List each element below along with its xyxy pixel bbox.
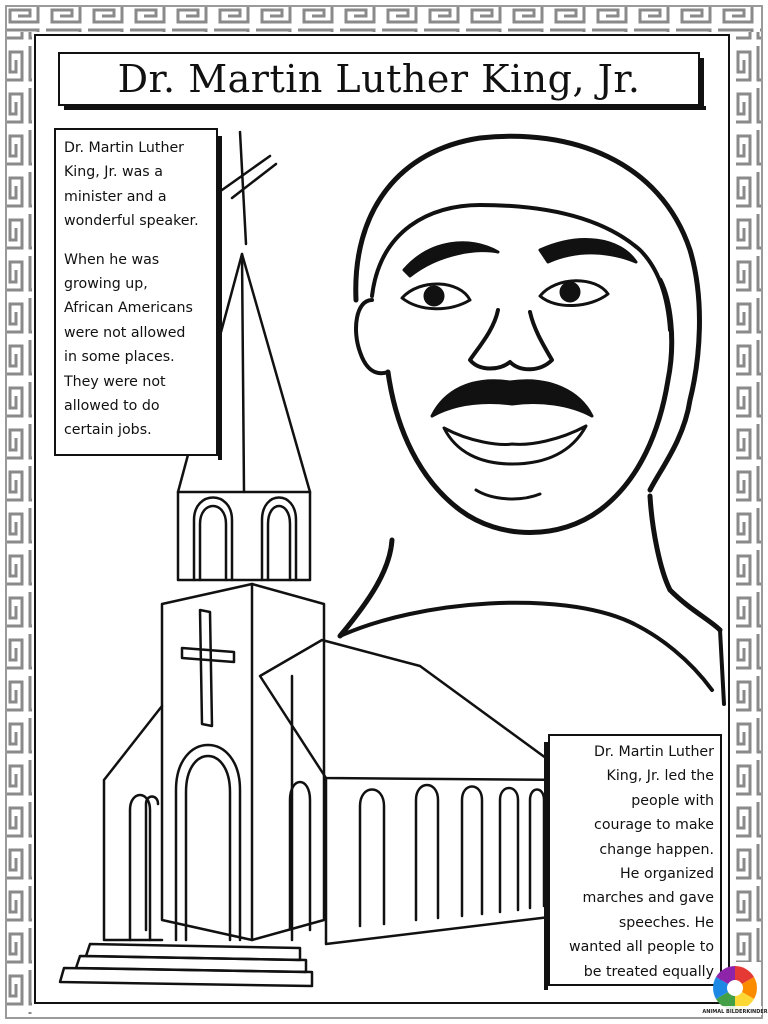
closing-line: speeches. He <box>618 914 714 931</box>
closing-line: people with <box>631 792 714 809</box>
intro-line: When he was <box>64 251 160 268</box>
closing-line: wanted all people to <box>568 939 714 956</box>
page-title: Dr. Martin Luther King, Jr. <box>117 57 641 101</box>
closing-line: He organized <box>620 866 714 883</box>
svg-text:ANIMAL BILDERKINDER: ANIMAL BILDERKINDER <box>702 1009 768 1015</box>
intro-line: They were not <box>64 373 166 390</box>
closing-line: courage to make <box>594 817 714 834</box>
intro-line: were not allowed <box>64 324 186 341</box>
intro-line: Dr. Martin Luther <box>64 140 185 156</box>
portrait-illustration <box>340 136 724 704</box>
intro-line: in some places. <box>64 349 175 366</box>
intro-line: certain jobs. <box>64 422 152 439</box>
intro-line: African Americans <box>64 300 193 317</box>
intro-line: King, Jr. was a <box>64 164 163 181</box>
intro-line: minister and a <box>64 188 167 205</box>
intro-line: wonderful speaker. <box>64 213 199 230</box>
closing-line: King, Jr. led the <box>606 768 714 785</box>
closing-text-box <box>548 734 722 986</box>
closing-line: Dr. Martin Luther <box>593 744 714 760</box>
title-banner <box>58 52 700 106</box>
intro-line: allowed to do <box>64 398 160 415</box>
closing-line: be treated equally <box>583 963 714 980</box>
closing-line: marches and gave <box>582 890 714 907</box>
watermark-logo-icon <box>702 962 768 1020</box>
intro-text-box <box>54 128 218 456</box>
closing-line: change happen. <box>599 841 714 858</box>
intro-line: growing up, <box>64 276 148 293</box>
